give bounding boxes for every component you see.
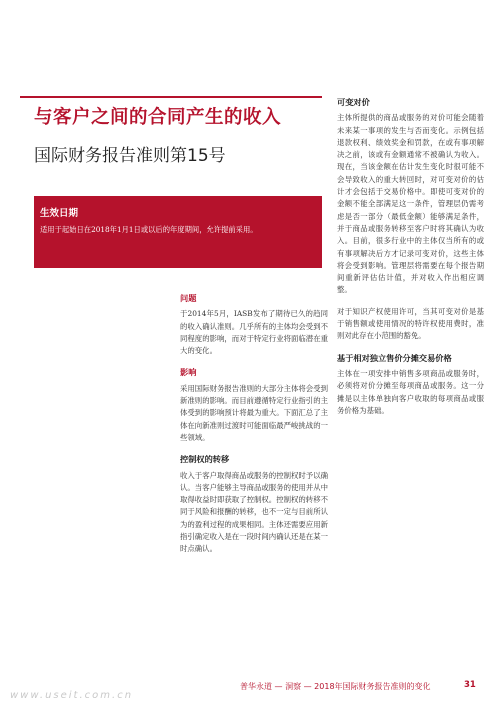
- allocation-paragraph: 主体在一项安排中销售多项商品或服务时，必须将对价分摊至每项商品或服务。这一分摊是以主体单独向客户收取的每项商品或服务价格为基础。: [337, 368, 484, 415]
- variable-consideration-heading: 可变对价: [337, 97, 370, 107]
- variable-consideration-paragraph: 主体所提供的商品或服务的对价可能会随着未来某一事项的发生与否而变化。示例包括退款权利、绩效奖金和罚款，在或有事项解决之前，该或有金额通常不被确认为收入。现在，当该金额在估计发生变化时很可能不会导致收入的重大转回时，对可变对价的估计才会包括于交易价格中。即使可变对价的金额不能全部满足这一条件，管理层仍需考虑是否一部分（最低金额）能够满足条件，并于商品或服务转移至客户时将其确认为收入。目前，很多行业中的主体仅当所有的或有事项解决后方才记录可变对价，这些主体将会受到影响。管理层将需要在每个报告期间重新评估估计值，并对收入作出相应调整。: [337, 113, 484, 295]
- watermark: www.useit.com.cn: [10, 690, 134, 701]
- control-transfer-paragraph: 收入于客户取得商品或服务的控制权时予以确认。当客户能够主导商品或服务的使用并从中取得收益时即获取了控制权。控制权的转移不同于风险和报酬的转移，也不一定与目前所认为的盈利过程的成果相同。主体还需要应用新指引确定收入是在一段时间内确认还是在某一时点确认。: [180, 470, 328, 554]
- running-footer: 普华永道 — 洞察 — 2018年国际财务报告准则的变化: [240, 682, 431, 691]
- effective-date-box: [34, 196, 322, 268]
- effective-date-text: 适用于起始日在2018年1月1日或以后的年度期间，允许提前采用。: [40, 225, 258, 234]
- page-subtitle: 国际财务报告准则第15号: [34, 146, 226, 166]
- effective-date-heading: 生效日期: [40, 208, 79, 219]
- allocation-heading: 基于相对独立售价分摊交易价格: [337, 352, 452, 363]
- control-transfer-heading: 控制权的转移: [180, 454, 230, 465]
- left-column: [180, 292, 328, 565]
- page-title: 与客户之间的合同产生的收入: [34, 107, 282, 128]
- title-rule: [20, 96, 322, 98]
- impact-heading: 影响: [180, 367, 197, 378]
- impact-paragraph: 采用国际财务报告准则的大部分主体将会受到新准则的影响。而目前遵循特定行业指引的主体受到的影响预计将最为重大。下面汇总了主体在向新准则过渡时可能面临最严峻挑战的一些领域。: [180, 383, 328, 442]
- right-column: [337, 96, 484, 426]
- problem-heading: 问题: [180, 293, 197, 303]
- page-number: 31: [464, 680, 476, 690]
- ip-license-paragraph: 对于知识产权使用许可，当其可变对价是基于销售额或使用情况的特许权使用费时，准则对此存在小范围的豁免。: [337, 306, 484, 341]
- problem-paragraph: 于2014年5月，IASB发布了期待已久的趋同的收入确认准则。几乎所有的主体均会受到不同程度的影响，而对于特定行业将面临潜在重大的变化。: [180, 309, 328, 356]
